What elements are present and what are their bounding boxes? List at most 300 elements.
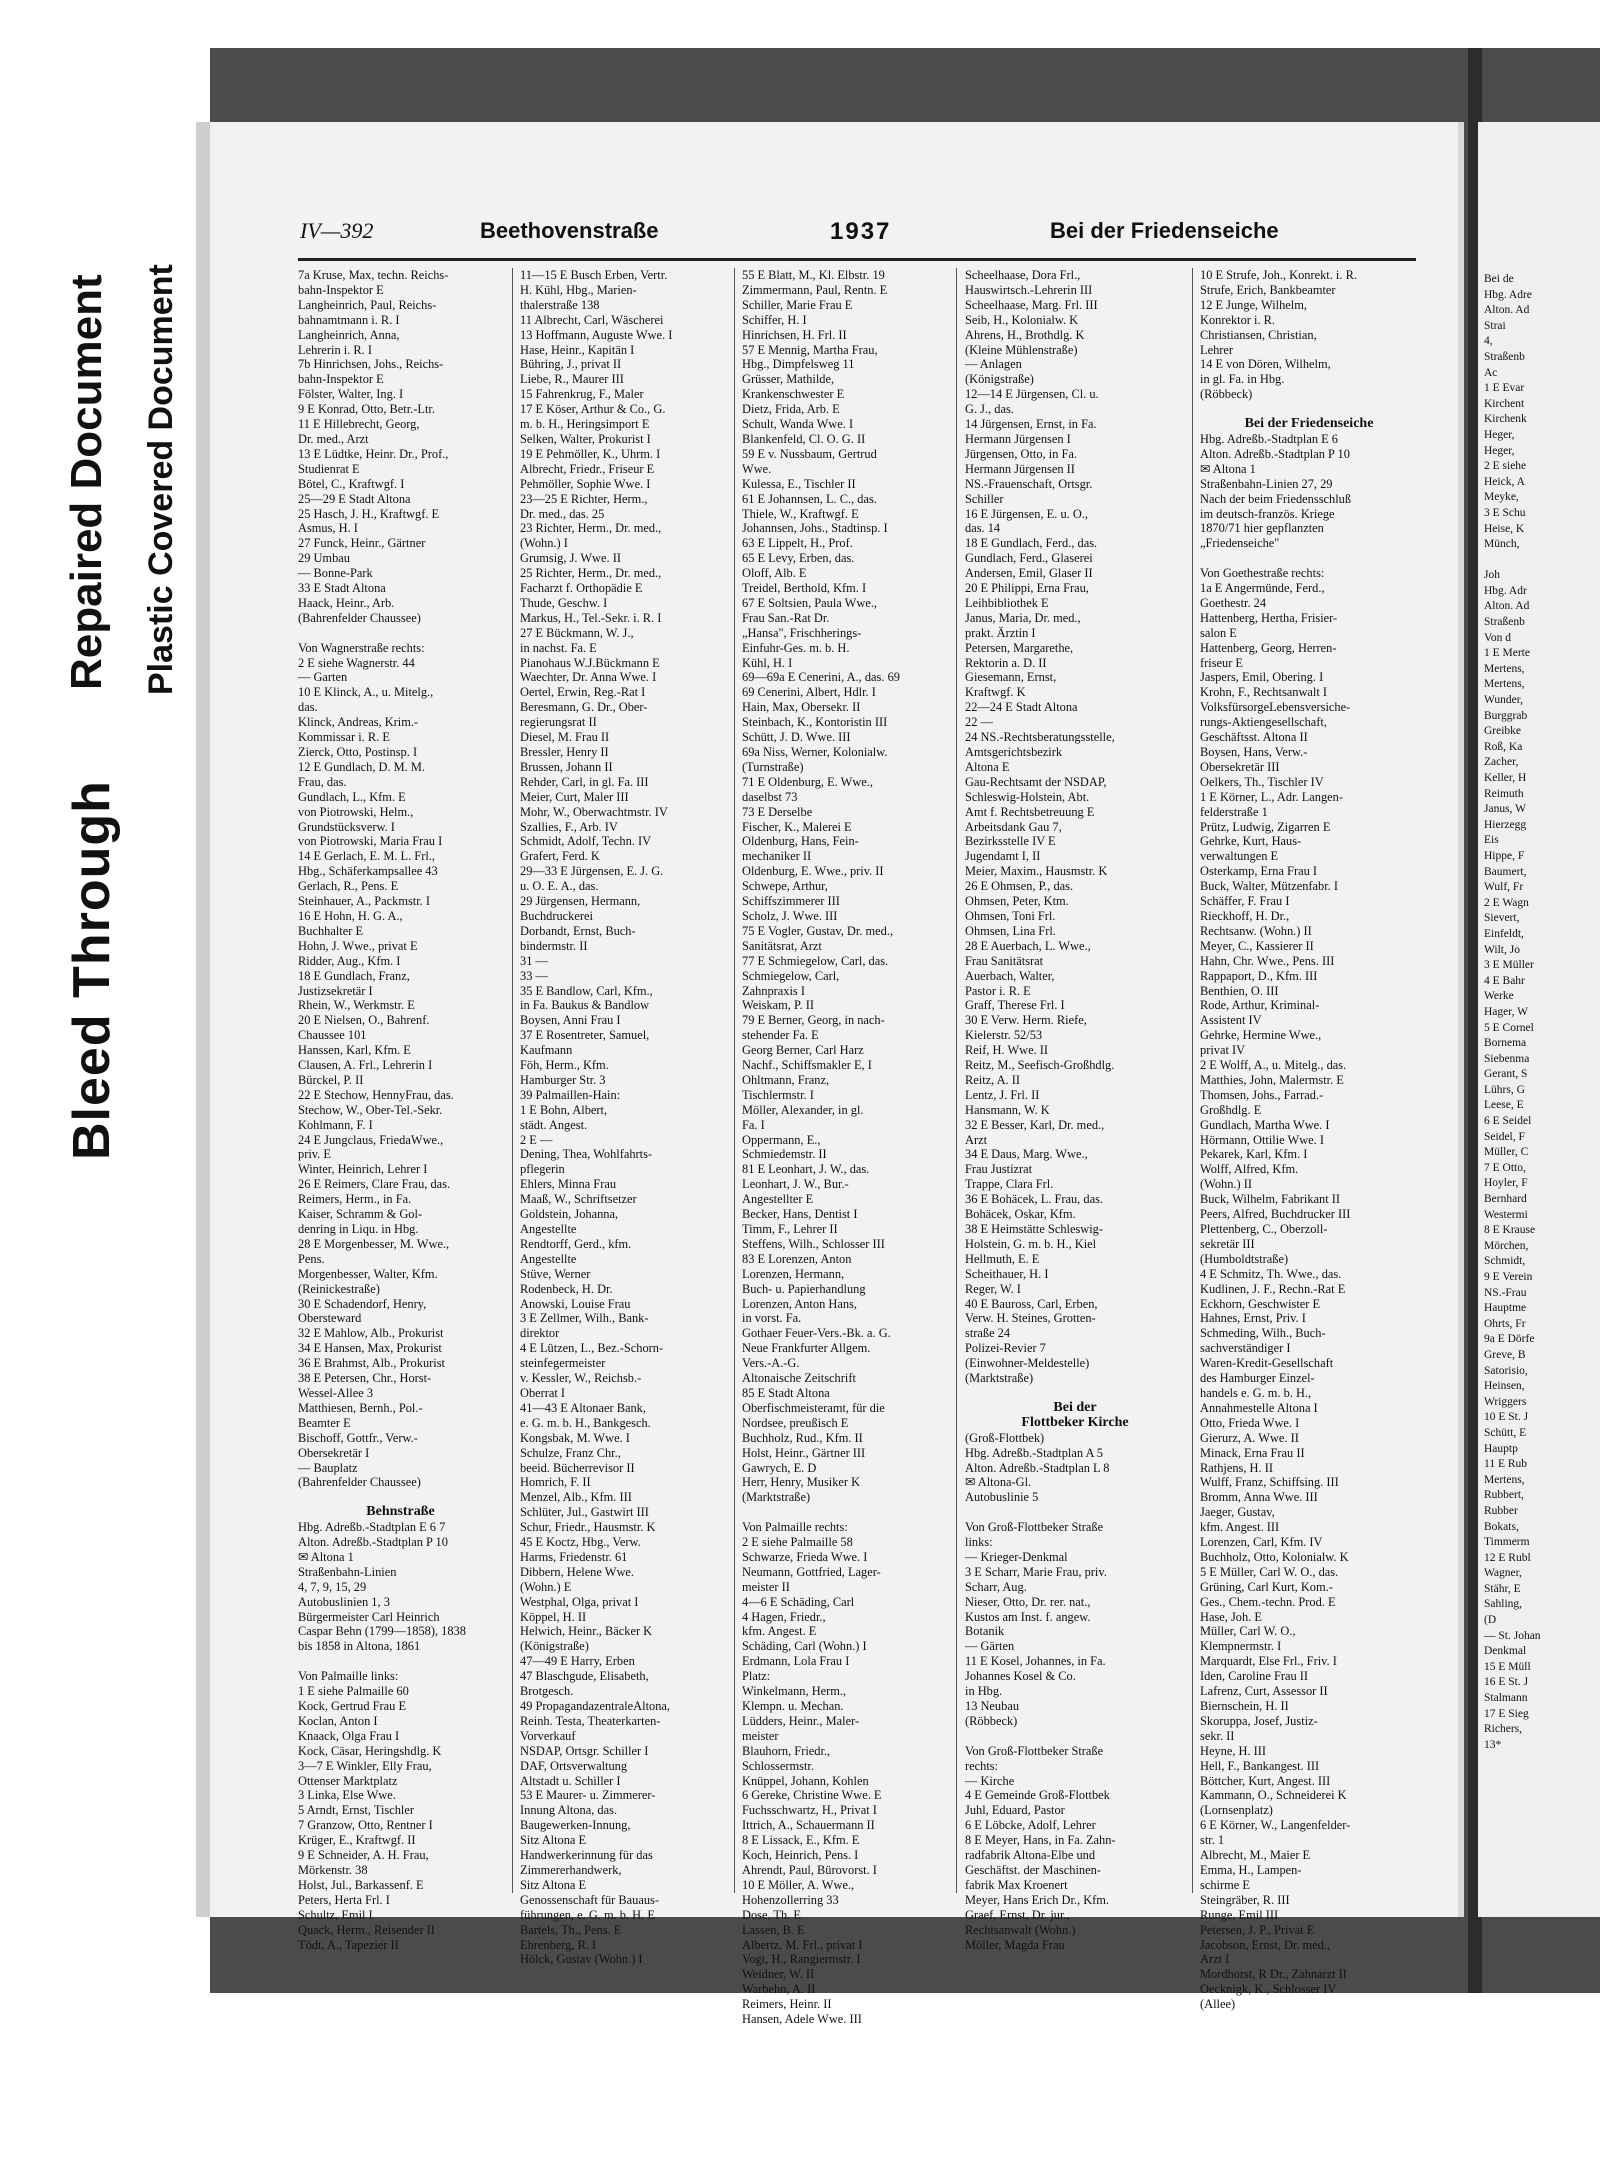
directory-entry: Ohmsen, Toni Frl. [965,908,1056,923]
facing-page-text [1484,272,1602,1753]
directory-entry: Eckhorn, Geschwister E [1200,1296,1321,1311]
directory-entry [965,1505,1185,1520]
directory-entry: Christiansen, Christian, [1200,327,1317,342]
directory-entry: straße 24 [965,1326,1011,1341]
directory-entry: 23 Richter, Herm., Dr. med., [520,521,662,536]
facing-page-line: Hbg. Adre [1484,288,1532,301]
directory-entry: Helwich, Heinr., Bäcker K [520,1624,653,1639]
directory-entry: (Röbbeck) [965,1713,1018,1728]
directory-entry: Herr, Henry, Musiker K [742,1475,861,1490]
directory-entry [965,1729,1185,1744]
directory-entry [742,1505,947,1520]
directory-entry: 75 E Vogler, Gustav, Dr. med., [742,923,894,938]
column-divider [956,268,957,1893]
directory-entry: Knüppel, Johann, Kohlen [742,1773,869,1788]
facing-page-line: Denkmal [1484,1645,1527,1658]
directory-entry: Schlossermstr. [742,1758,814,1773]
directory-entry: (Königstraße) [965,372,1034,387]
directory-entry: Oertel, Erwin, Reg.-Rat I [520,685,646,700]
directory-entry: 20 E Philippi, Erna Frau, [965,581,1089,596]
directory-entry: Polizei-Revier 7 [965,1341,1046,1356]
directory-entry: Marquardt, Else Frl., Friv. I [1200,1654,1337,1669]
directory-entry: 38 E Petersen, Chr., Horst- [298,1371,432,1386]
facing-page-line: Einfeldt, [1484,927,1524,940]
directory-entry: Autobuslinien 1, 3 [298,1594,390,1609]
directory-entry: Johannsen, Johs., Stadtinsp. I [742,521,888,536]
directory-entry: Straßenbahn-Linien 27, 29 [1200,476,1333,491]
facing-page-line: Wunder, [1484,694,1523,707]
directory-entry: Frau, das. [298,774,347,789]
directory-entry: Ges., Chem.-techn. Prod. E [1200,1594,1336,1609]
directory-entry: Gundlach, Ferd., Glaserei [965,551,1093,566]
directory-entry: pflegerin [520,1162,565,1177]
facing-page-line: Münch, [1484,538,1520,551]
directory-entry: Koclan, Anton I [298,1713,378,1728]
directory-entry: von Piotrowski, Maria Frau I [298,834,443,849]
directory-entry: Hbg., Schäferkampsallee 43 [298,864,438,879]
facing-page-line: Timmerm [1484,1536,1530,1549]
directory-entry: H. Kühl, Hbg., Marien- [520,282,637,297]
facing-page-line: Siebenma [1484,1052,1530,1065]
directory-entry: 32 E Besser, Karl, Dr. med., [965,1117,1105,1132]
directory-entry: Hölck, Gustav (Wohn.) I [520,1952,643,1967]
directory-entry: Zierck, Otto, Postinsp. I [298,745,418,759]
directory-entry: Klempn. u. Mechan. [742,1699,844,1713]
directory-entry: Frau Justizrat [965,1162,1033,1177]
page-number: IV—392 [300,218,374,243]
facing-page-line: Hbg. Adr [1484,584,1527,597]
directory-entry: Ahrens, H., Brothdlg. K [965,327,1085,342]
directory-entry: Prütz, Ludwig, Zigarren E [1200,819,1331,834]
directory-entry: 29 Umbau [298,551,350,566]
directory-entry: Lorenzen, Hermann, [742,1266,845,1281]
directory-entry: Bressler, Henry II [520,745,609,759]
directory-entry: Dr. med., Arzt [298,431,369,446]
directory-entry: Waren-Kredit-Gesellschaft [1200,1356,1334,1371]
directory-entry: in Hbg. [965,1684,1003,1699]
facing-page-line: Bei de [1484,273,1514,285]
directory-entry: 10 E Strufe, Joh., Konrekt. i. R. [1200,268,1357,282]
directory-entry: rechts: [965,1758,999,1773]
directory-entry: Neumann, Gottfried, Lager- [742,1564,881,1579]
directory-entry: Steinhauer, A., Packmstr. I [298,894,430,909]
directory-entry: Leonhart, J. W., Bur.- [742,1177,849,1192]
directory-entry: 2 E — [520,1132,553,1147]
directory-entry: handels e. G. m. b. H., [1200,1385,1312,1400]
directory-entry: Müller, Carl W. O., [1200,1624,1296,1639]
directory-entry: Hbg. Adreßb.-Stadtplan E 6 [1200,431,1338,446]
directory-entry: Zimmermann, Paul, Rentn. E [742,282,888,297]
directory-entry: Oldenburg, E. Wwe., priv. II [742,864,884,879]
directory-entry: Osterkamp, Erna Frau I [1200,864,1317,879]
directory-entry: 9 E Konrad, Otto, Betr.-Ltr. [298,402,435,417]
directory-entry: Föh, Herm., Kfm. [520,1058,609,1073]
directory-entry: Lehrerin i. R. I [298,342,372,357]
directory-entry: bindermstr. II [520,938,588,953]
directory-entry: Straßenbahn-Linien [298,1564,397,1579]
facing-page-line: Satorisio, [1484,1364,1528,1377]
facing-page-line: — St. Johan [1484,1629,1541,1642]
directory-entry: Gerlach, R., Pens. E [298,879,399,894]
directory-entry: Arbeitsdank Gau 7, [965,819,1062,834]
directory-entry: Dorbandt, Ernst, Buch- [520,923,636,938]
directory-entry: Ohmsen, Lina Frl. [965,923,1056,938]
directory-entry: 26 E Reimers, Clare Frau, das. [298,1177,451,1192]
facing-page-line: 13* [1484,1738,1502,1751]
directory-entry: — Krieger-Denkmal [965,1549,1068,1564]
directory-entry: 25 Richter, Herm., Dr. med., [520,566,662,581]
directory-entry: Steinbach, K., Kontoristin III [742,715,888,730]
directory-entry: Pehmöller, Sophie Wwe. I [520,476,651,491]
directory-entry: Dietz, Frida, Arb. E [742,402,840,417]
directory-entry: 2 E siehe Palmaille 58 [742,1535,853,1550]
facing-page-line: Bornema [1484,1037,1527,1050]
directory-entry: Bühring, J., privat II [520,357,622,372]
directory-entry: Jaspers, Emil, Obering. I [1200,670,1324,685]
directory-entry: Scholz, J. Wwe. III [742,908,838,923]
directory-entry: privat IV [1200,1043,1246,1058]
directory-entry: Gundlach, L., Kfm. E [298,789,406,804]
directory-entry: salon E [1200,625,1237,640]
directory-entry: Klinck, Andreas, Krim.- [298,715,419,730]
directory-entry: sekr. II [1200,1728,1235,1743]
directory-entry: Boysen, Anni Frau I [520,1013,621,1028]
directory-entry: 81 E Leonhart, J. W., das. [742,1162,870,1177]
directory-entry: priv. E [298,1147,331,1162]
facing-page-line: Westermi [1484,1208,1528,1221]
directory-entry: Scharr, Aug. [965,1579,1027,1594]
directory-entry: Asmus, H. I [298,521,358,536]
directory-entry: Bartels, Th., Pens. E [520,1922,622,1937]
directory-entry: Nachf., Schiffsmakler E, I [742,1058,872,1073]
directory-entry: Grüsser, Mathilde, [742,372,835,387]
directory-entry: Schultz, Emil I [298,1907,373,1922]
directory-entry: Ohmsen, Peter, Ktm. [965,894,1069,909]
directory-entry: Konrektor i. R. [1200,312,1276,327]
directory-entry: Autobuslinie 5 [965,1490,1039,1505]
directory-entry: u. O. E. A., das. [520,879,599,894]
directory-entry: Großhdlg. E [1200,1102,1262,1117]
directory-entry: G. J., das. [965,402,1014,417]
directory-entry: Justizsekretär I [298,983,373,998]
directory-entry: Gundlach, Martha Wwe. I [1200,1117,1330,1132]
directory-entry: 30 E Verw. Herm. Riefe, [965,1013,1087,1028]
directory-entry: 34 E Daus, Marg. Wwe., [965,1147,1088,1162]
directory-entry: bis 1858 in Altona, 1861 [298,1639,421,1654]
directory-entry [1200,551,1418,566]
directory-entry: 13 Neubau [965,1699,1020,1713]
facing-page-line: 17 E Sieg [1484,1707,1529,1720]
facing-page-line: Hippe, F [1484,849,1525,862]
directory-entry: Von Wagnerstraße rechts: [298,640,425,655]
directory-entry: Juhl, Eduard, Pastor [965,1803,1065,1818]
facing-page-line: 6 E Seidel [1484,1115,1532,1128]
directory-entry: Facharzt f. Orthopädie E [520,581,643,596]
directory-entry: Thiele, W., Kraftwgf. E [742,506,859,521]
directory-entry: Heyne, H. III [1200,1743,1267,1758]
directory-entry: Thude, Geschw. I [520,595,608,610]
facing-page-line: 3 E Schu [1484,506,1526,519]
facing-page-line: 9a E Dörfe [1484,1333,1535,1346]
directory-entry: 27 E Bückmann, W. J., [520,625,634,640]
directory-entry: 67 E Soltsien, Paula Wwe., [742,595,878,610]
directory-entry: 71 E Oldenburg, E. Wwe., [742,774,873,789]
directory-entry: 4 E Schmitz, Th. Wwe., das. [1200,1266,1342,1281]
directory-entry: 23—25 E Richter, Herm., [520,491,648,506]
directory-entry: Beamter E [298,1415,351,1430]
facing-page-line: Seidel, F [1484,1130,1525,1143]
directory-entry: 30 E Schadendorf, Henry, [298,1296,427,1311]
header-year: 1937 [830,218,892,245]
directory-entry: Wessel-Allee 3 [298,1385,374,1400]
directory-entry: Ridder, Aug., Kfm. I [298,953,401,968]
directory-entry: Schwepe, Arthur, [742,879,828,894]
directory-entry: Hbg. Adreßb.-Stadtplan A 5 [965,1445,1104,1460]
facing-page-line: Stalmann [1484,1692,1528,1705]
directory-entry: denring in Liqu. in Hbg. [298,1222,419,1236]
facing-page-line: Ohrts, Fr [1484,1317,1526,1330]
facing-page-line: Heinsen, [1484,1380,1525,1393]
directory-entry: 2 E siehe Wagnerstr. 44 [298,655,415,670]
directory-entry: Genossenschaft für Bauaus- [520,1892,660,1907]
directory-entry: 39 Palmaillen-Hain: [520,1087,621,1102]
directory-entry: Rektorin a. D. II [965,655,1047,670]
directory-entry: 28 E Auerbach, L. Wwe., [965,938,1091,953]
directory-entry: 3 Linka, Else Wwe. [298,1788,396,1803]
directory-entry: Mohr, W., Oberwachtmstr. IV [520,804,668,819]
directory-entry: Liebe, R., Maurer III [520,372,624,387]
directory-entry: sachverständiger I [1200,1341,1291,1356]
directory-entry: Altona E [965,759,1010,774]
directory-entry: Gierurz, A. Wwe. II [1200,1430,1299,1445]
directory-entry: Albertz, M. Frl., privat I [742,1937,863,1952]
directory-entry: das. [298,700,318,715]
directory-entry: Kohlmann, F. I [298,1117,373,1132]
directory-entry: Otto, Frieda Wwe. I [1200,1415,1300,1430]
directory-entry: — Garten [298,670,348,685]
directory-entry: Gehrke, Kurt, Haus- [1200,834,1302,849]
directory-entry: Weidner, W. II [742,1967,815,1982]
facing-page-line: 15 E Müll [1484,1660,1531,1673]
directory-entry: Oelkers, Th., Tischler IV [1200,774,1324,789]
directory-entry: Rhein, W., Werkmstr. E [298,998,415,1013]
directory-entry: Plettenberg, C., Oberzoll- [1200,1222,1328,1236]
directory-entry: 14 Jürgensen, Ernst, in Fa. [965,417,1097,432]
directory-entry: 4 E Lützen, L., Bez.-Schorn- [520,1341,664,1356]
facing-page-line: Wriggers [1484,1395,1527,1408]
facing-page-fragment [1478,122,1600,1917]
directory-entry: Kielerstr. 52/53 [965,1028,1043,1043]
directory-entry: 41—43 E Altonaer Bank, [520,1400,646,1415]
directory-entry: 6 E Körner, W., Langenfelder- [1200,1818,1351,1833]
directory-entry: Buchholz, Rud., Kfm. II [742,1430,863,1445]
directory-entry: prakt. Ärztin I [965,625,1036,640]
directory-entry [298,1654,503,1669]
directory-entry: Ittrich, A., Schauermann II [742,1818,875,1833]
directory-entry: 13 E Lüdtke, Heinr. Dr., Prof., [298,446,449,461]
facing-page-line: Mertens, [1484,678,1525,691]
directory-entry: Grafert, Ferd. K [520,849,600,864]
directory-entry: Bürgermeister Carl Heinrich [298,1609,440,1624]
directory-entry: Altonaische Zeitschrift [742,1371,856,1386]
directory-entry: kfm. Angest. E [742,1624,817,1639]
directory-entry: Haack, Heinr., Arb. [298,595,395,610]
directory-entry: Kommissar i. R. E [298,730,390,745]
directory-entry: Flottbeker Kirche [1021,1414,1129,1430]
facing-page-line: Hoyler, F [1484,1177,1528,1190]
directory-entry: Scheithauer, H. I [965,1266,1049,1281]
directory-entry: Angestellter E [742,1192,814,1207]
directory-entry: Graff, Therese Frl. I [965,998,1065,1013]
directory-entry: Diesel, M. Frau II [520,730,610,745]
facing-page-line: Heick, A [1484,475,1525,488]
directory-entry: 7b Hinrichsen, Johs., Reichs- [298,357,444,372]
directory-entry: Schult, Wanda Wwe. I [742,417,854,432]
directory-entry: Obersekretär I [298,1445,370,1460]
directory-entry: Kock, Gertrud Frau E [298,1699,407,1713]
directory-entry: Lüdders, Heinr., Maler- [742,1713,860,1728]
directory-entry: — Bonne-Park [298,566,373,581]
directory-entry: (Bahrenfelder Chaussee) [298,610,421,625]
directory-entry: kfm. Angest. III [1200,1520,1280,1535]
directory-entry: Strufe, Erich, Bankbeamter [1200,282,1336,297]
directory-entry: Pianohaus W.J.Bückmann E [520,655,660,670]
directory-entry [965,1386,1185,1401]
directory-entry: 37 E Rosentreter, Samuel, [520,1028,650,1043]
directory-entry: Angestellte [520,1251,577,1266]
directory-entry: m. b. H., Heringsimport E [520,417,650,432]
directory-entry: Oloff, Alb. E [742,566,807,581]
directory-entry: Fuchsschwartz, H., Privat I [742,1803,877,1818]
facing-page-line: Kirchent [1484,397,1525,410]
directory-entry: 25 Hasch, J. H., Kraftwgf. E [298,506,440,521]
directory-entry: Rappaport, D., Kfm. III [1200,968,1318,983]
directory-entry: Assistent IV [1200,1013,1262,1028]
directory-entry: Frau Sanitätsrat [965,953,1044,968]
facing-page-line: 9 E Verein [1484,1271,1533,1283]
directory-entry: 2 E Wolff, A., u. Mitelg., das. [1200,1058,1347,1073]
directory-entry: Lentz, J. Frl. II [965,1087,1040,1102]
directory-entry: Schütt, J. D. Wwe. III [742,730,851,745]
directory-entry: 1 E Körner, L., Adr. Langen- [1200,789,1343,804]
directory-entry: 6 Gereke, Christine Wwe. E [742,1788,882,1803]
directory-entry: 20 E Nielsen, O., Bahrenf. [298,1013,430,1028]
directory-entry: Timm, F., Lehrer II [742,1222,838,1236]
directory-entry: 14 E Gerlach, E. M. L. Frl., [298,849,435,864]
directory-entry: städt. Angest. [520,1117,588,1132]
directory-entry: Waechter, Dr. Anna Wwe. I [520,670,657,685]
directory-entry: 53 E Maurer- u. Zimmerer- [520,1788,656,1803]
directory-entry: Jacobson, Ernst, Dr. med., [1200,1937,1331,1952]
directory-entry: 25—29 E Stadt Altona [298,491,411,506]
directory-entry: Fischer, K., Malerei E [742,819,852,834]
directory-entry: Schmiegelow, Carl, [742,968,840,983]
directory-entry: Jugendamt I, II [965,849,1041,864]
directory-entry: Bötel, C., Kraftwgf. I [298,476,405,491]
facing-page-line: Burggrab [1484,709,1528,722]
directory-entry: Buchdruckerei [520,908,593,923]
directory-entry: Oppermann, E., [742,1132,821,1147]
directory-entry: NS.-Frauenschaft, Ortsgr. [965,476,1093,491]
directory-entry: Chaussee 101 [298,1028,367,1043]
directory-entry: 4 E Gemeinde Groß-Flottbek [965,1788,1110,1803]
directory-entry: beeid. Bücherrevisor II [520,1460,635,1475]
directory-entry: sekretär III [1200,1236,1255,1251]
facing-page-line: 10 E St. J [1484,1411,1529,1424]
directory-entry: 85 E Stadt Altona [742,1385,830,1400]
directory-entry: 69—69a E Cenerini, A., das. 69 [742,670,900,685]
directory-entry: Nach der beim Friedensschluß [1200,491,1352,506]
directory-entry: Innung Altona, das. [520,1803,618,1818]
directory-entry: 24 NS.-Rechtsberatungsstelle, [965,730,1115,745]
facing-page-line: Hauptp [1484,1442,1518,1455]
directory-entry: Treidel, Berthold, Kfm. I [742,581,867,596]
directory-entry [1200,402,1418,417]
directory-entry: Zimmererhandwerk, [520,1862,622,1877]
directory-entry: 4 Hagen, Friedr., [742,1609,826,1624]
directory-entry: 16 E Jürgensen, E. u. O., [965,506,1088,521]
directory-entry: Boysen, Hans, Verw.- [1200,745,1308,759]
directory-entry: in vorst. Fa. [742,1311,802,1326]
directory-entry: 29—33 E Jürgensen, E. J. G. [520,864,664,879]
directory-entry: Schmidt, Adolf, Techn. IV [520,834,652,849]
directory-entry: ✉ Altona 1 [298,1549,354,1564]
directory-entry: 79 E Berner, Georg, in nach- [742,1013,885,1028]
directory-entry: Ehlers, Minna Frau [520,1177,617,1192]
directory-entry: Clausen, A. Frl., Lehrerin I [298,1058,433,1073]
directory-entry: 34 E Hansen, Max, Prokurist [298,1341,442,1356]
directory-entry: Westphal, Olga, privat I [520,1594,639,1609]
directory-entry: 3 E Zellmer, Wilh., Bank- [520,1311,649,1326]
directory-entry: Reitz, A. II [965,1072,1021,1087]
directory-entry: in gl. Fa. in Hbg. [1200,372,1285,387]
directory-entry: 4—6 E Schäding, Carl [742,1594,855,1609]
directory-entry: 11 E Hillebrecht, Georg, [298,417,420,432]
directory-entry: Hattenberg, Georg, Herren- [1200,640,1337,655]
directory-entry: 18 E Gundlach, Franz, [298,968,410,983]
facing-page-line: Mertens, [1484,662,1525,675]
directory-entry: in Fa. Baukus & Bandlow [520,998,650,1013]
directory-entry: Reif, H. Wwe. II [965,1043,1049,1058]
facing-page-line: Keller, H [1484,772,1527,784]
directory-entry: Blankenfeld, Cl. O. G. II [742,431,866,446]
directory-entry: Thomsen, Johs., Farrad.- [1200,1087,1324,1102]
facing-page-line: Mörchen, [1484,1239,1529,1252]
facing-page-line: Joh [1484,569,1500,582]
directory-entry: Kulessa, E., Tischler II [742,476,856,491]
facing-page-line: Reimuth [1484,787,1524,800]
directory-entry: 11 E Kosel, Johannes, in Fa. [965,1654,1106,1669]
facing-page-line: Heger, [1484,428,1515,441]
directory-entry: Andersen, Emil, Glaser II [965,566,1093,581]
directory-entry: Hörmann, Ottilie Wwe. I [1200,1132,1324,1147]
directory-entry: Koch, Heinrich, Pens. I [742,1848,859,1863]
directory-entry: Pens. [298,1251,325,1266]
directory-entry: Hansen, Adele Wwe. III [742,2012,862,2027]
directory-entry: Botanik [965,1624,1005,1639]
facing-page-line: Straßenb [1484,616,1525,629]
directory-entry: 1870/71 hier gepflanzten [1200,521,1324,536]
directory-entry: Bischoff, Gottfr., Verw.- [298,1430,418,1445]
directory-entry: Schiller, Marie Frau E [742,297,853,312]
directory-entry: stehender Fa. E [742,1028,819,1043]
header-street: Beethovenstraße [480,218,659,243]
directory-entry: Neue Frankfurter Allgem. [742,1341,871,1356]
facing-page-line: Stähr, E [1484,1582,1521,1595]
directory-entry: Bohäcek, Oskar, Kfm. [965,1207,1076,1222]
page-edge [196,122,210,1917]
directory-entry: Dening, Thea, Wohlfahrts- [520,1147,653,1162]
